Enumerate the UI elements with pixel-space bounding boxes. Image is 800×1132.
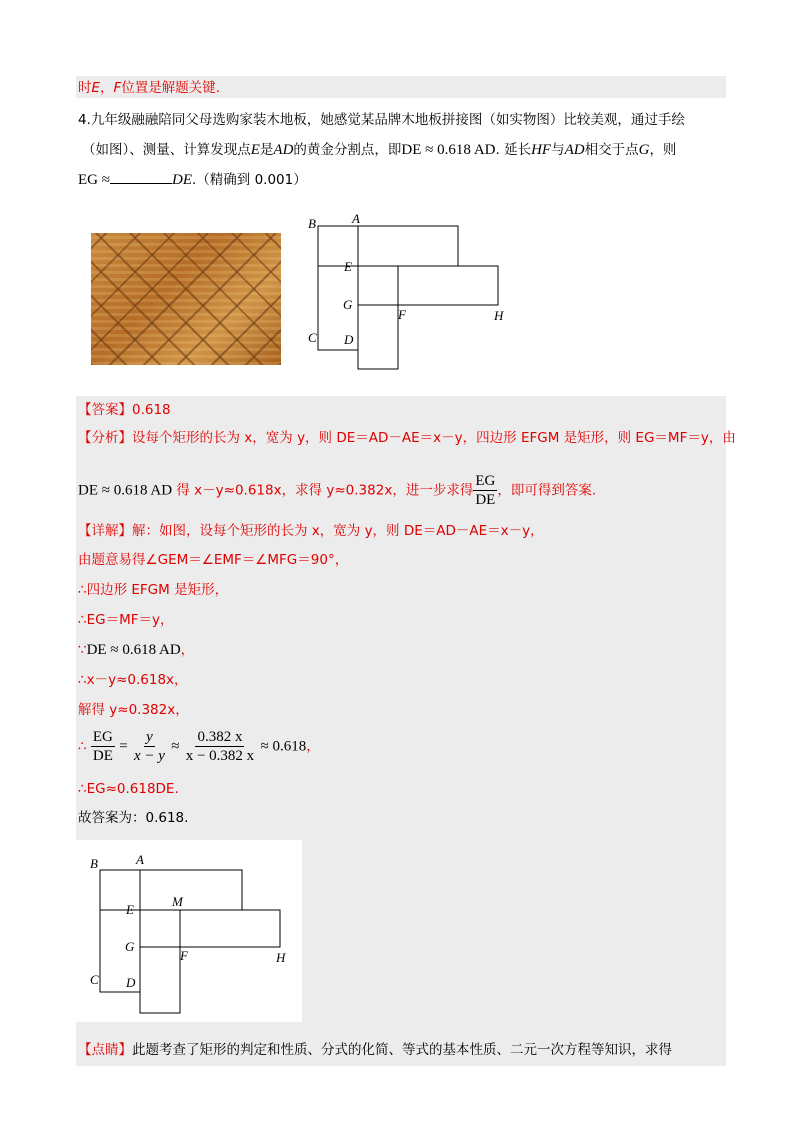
- intro-line: [78, 78, 220, 98]
- answer-value: 0.618: [132, 402, 171, 418]
- fig1-label-g: G: [343, 297, 353, 312]
- detail-frac-2: [132, 728, 167, 765]
- fig1-rect-bottom: [358, 266, 398, 369]
- detail-frac-1: [91, 728, 115, 765]
- intro-suffix: 位置是解题关键.: [121, 80, 221, 96]
- fig2-label-e: E: [126, 902, 134, 917]
- f2-num: y: [146, 729, 153, 745]
- analysis-text-2a: 得 x－y≈0.618x，求得 y≈0.382x，进一步求得: [172, 482, 474, 499]
- fig2-label-d: D: [126, 975, 136, 990]
- q2c: 的黄金分割点，即: [293, 142, 402, 158]
- detail-l10: 故答案为：0.618.: [78, 810, 189, 826]
- q2-de-expr: DE ≈ 0.618 AD: [401, 142, 496, 158]
- fig2-rect-top: [100, 870, 242, 910]
- analysis-math: DE ≈ 0.618 AD: [78, 482, 173, 499]
- comment-tag: 【点睛】: [78, 1042, 132, 1058]
- q2b: 是: [259, 142, 274, 158]
- fig1-label-f: F: [398, 307, 406, 322]
- figure-1: [300, 210, 515, 375]
- fig2-rect-bottom: [140, 910, 180, 1013]
- fig2-label-h: H: [276, 950, 286, 965]
- detail-line-3: [78, 580, 228, 600]
- fig2-label-f: F: [180, 948, 188, 963]
- figure-2: [76, 840, 302, 1022]
- q2e: 与: [551, 142, 565, 158]
- detail-line-10: [78, 808, 188, 828]
- fig2-label-b: B: [90, 856, 98, 871]
- fig1-label-b: B: [308, 216, 316, 231]
- intro-e: E: [91, 80, 101, 96]
- intro-f: F: [113, 80, 122, 96]
- fig1-rect-top: [318, 226, 458, 266]
- wood-floor-photo: [91, 233, 281, 365]
- fig1-label-d: D: [344, 332, 354, 347]
- detail-line-8: [78, 728, 320, 765]
- question-line-2: [82, 140, 676, 160]
- question-number: 4.: [78, 112, 91, 128]
- fig2-label-m: M: [172, 894, 183, 909]
- detail-l8-comma: ，: [306, 738, 320, 755]
- detail-l3: ∴四边形 EFGM 是矩形，: [78, 582, 229, 598]
- detail-l5b: DE ≈ 0.618 AD: [86, 642, 181, 658]
- fig1-label-a: A: [352, 211, 360, 226]
- q2d: . 延长: [495, 142, 532, 158]
- q2-AD2: AD: [564, 142, 585, 158]
- question-line-3: [78, 170, 307, 190]
- detail-line-5: [78, 640, 194, 660]
- fig2-label-c: C: [90, 972, 99, 987]
- intro-prefix: 时: [78, 80, 92, 96]
- fig2-rect-left: [100, 870, 140, 992]
- q2-AD: AD: [273, 142, 294, 158]
- detail-tag: 【详解】: [78, 523, 132, 539]
- analysis-frac-den: DE: [475, 492, 496, 508]
- detail-l8-result: ≈ 0.618: [260, 738, 307, 755]
- answer-blank: [110, 171, 172, 184]
- detail-l5c: ，: [180, 642, 195, 658]
- detail-l9: ∴EG≈0.618DE.: [78, 781, 179, 797]
- fig1-label-e: E: [344, 259, 352, 274]
- comment-line: [78, 1040, 672, 1060]
- q2g: ，则: [649, 142, 677, 158]
- f3-num: 0.382 x: [197, 729, 243, 745]
- detail-l8-therefore: ∴: [78, 738, 87, 755]
- question-text-1: 九年级融融陪同父母选购家装木地板，她感觉某品牌木地板拼接图（如实物图）比较美观，通过手绘: [90, 112, 685, 128]
- detail-l7: 解得 y≈0.382x，: [78, 702, 189, 718]
- detail-line-6: [78, 670, 188, 690]
- f3-den: x − 0.382 x: [185, 748, 255, 764]
- detail-l4: ∴EG＝MF＝y，: [78, 612, 174, 628]
- figure-2-diagram: [76, 840, 302, 1022]
- fig1-label-h: H: [494, 308, 504, 323]
- detail-l2: 由题意易得∠GEM＝∠EMF＝∠MFG＝90°，: [78, 552, 349, 568]
- detail-line-7: [78, 700, 189, 720]
- analysis-text: 设每个矩形的长为 x，宽为 y，则 DE＝AD－AE＝x－y，四边形 EFGM 是矩形，则 EG＝MF＝y，由: [132, 430, 736, 446]
- analysis-frac-num: EG: [475, 473, 496, 489]
- detail-l1: 解：如图，设每个矩形的长为 x，宽为 y，则 DE＝AD－AE＝x－y，: [132, 523, 544, 539]
- detail-l8-eq: =: [119, 738, 128, 755]
- answer-tag: 【答案】: [78, 402, 132, 418]
- fig2-label-a: A: [136, 852, 144, 867]
- q2-HF: HF: [531, 142, 552, 158]
- analysis-line-1: [78, 428, 736, 448]
- q3c: .（精确到 0.001）: [191, 172, 307, 188]
- f1-den: DE: [92, 748, 113, 764]
- detail-l6: ∴x－y≈0.618x，: [78, 672, 188, 688]
- intro-comma: ，: [100, 80, 114, 96]
- analysis-frac: [473, 472, 497, 509]
- detail-l5a: ∵: [78, 642, 87, 658]
- question-line-1: [78, 110, 685, 130]
- q3-eg: EG ≈: [78, 172, 110, 188]
- detail-line-1: [78, 521, 544, 541]
- detail-frac-3: [184, 728, 256, 765]
- f2-den: x − y: [133, 748, 165, 764]
- q2a: （如图）、测量、计算发现点: [82, 142, 251, 158]
- analysis-line-2: [78, 472, 596, 509]
- detail-line-9: [78, 779, 179, 799]
- fig1-rect-mid: [358, 266, 498, 305]
- answer-line: [78, 400, 171, 420]
- f1-num: EG: [92, 729, 113, 745]
- q2-G: G: [638, 142, 650, 158]
- q3-de: DE: [171, 172, 192, 188]
- fig2-label-g: G: [125, 939, 135, 954]
- q2f: 相交于点: [584, 142, 639, 158]
- analysis-tag: 【分析】: [78, 430, 132, 446]
- detail-line-4: [78, 610, 173, 630]
- detail-line-2: [78, 550, 348, 570]
- detail-l8-approx: ≈: [171, 738, 180, 755]
- fig2-rect-mid: [140, 910, 280, 947]
- analysis-text-2b: ，即可得到答案.: [497, 482, 597, 499]
- comment-text: 此题考查了矩形的判定和性质、分式的化简、等式的基本性质、二元一次方程等知识，求得: [132, 1042, 672, 1058]
- q2-E: E: [250, 142, 260, 158]
- fig1-label-c: C: [308, 330, 317, 345]
- figure-1-diagram: [300, 210, 515, 375]
